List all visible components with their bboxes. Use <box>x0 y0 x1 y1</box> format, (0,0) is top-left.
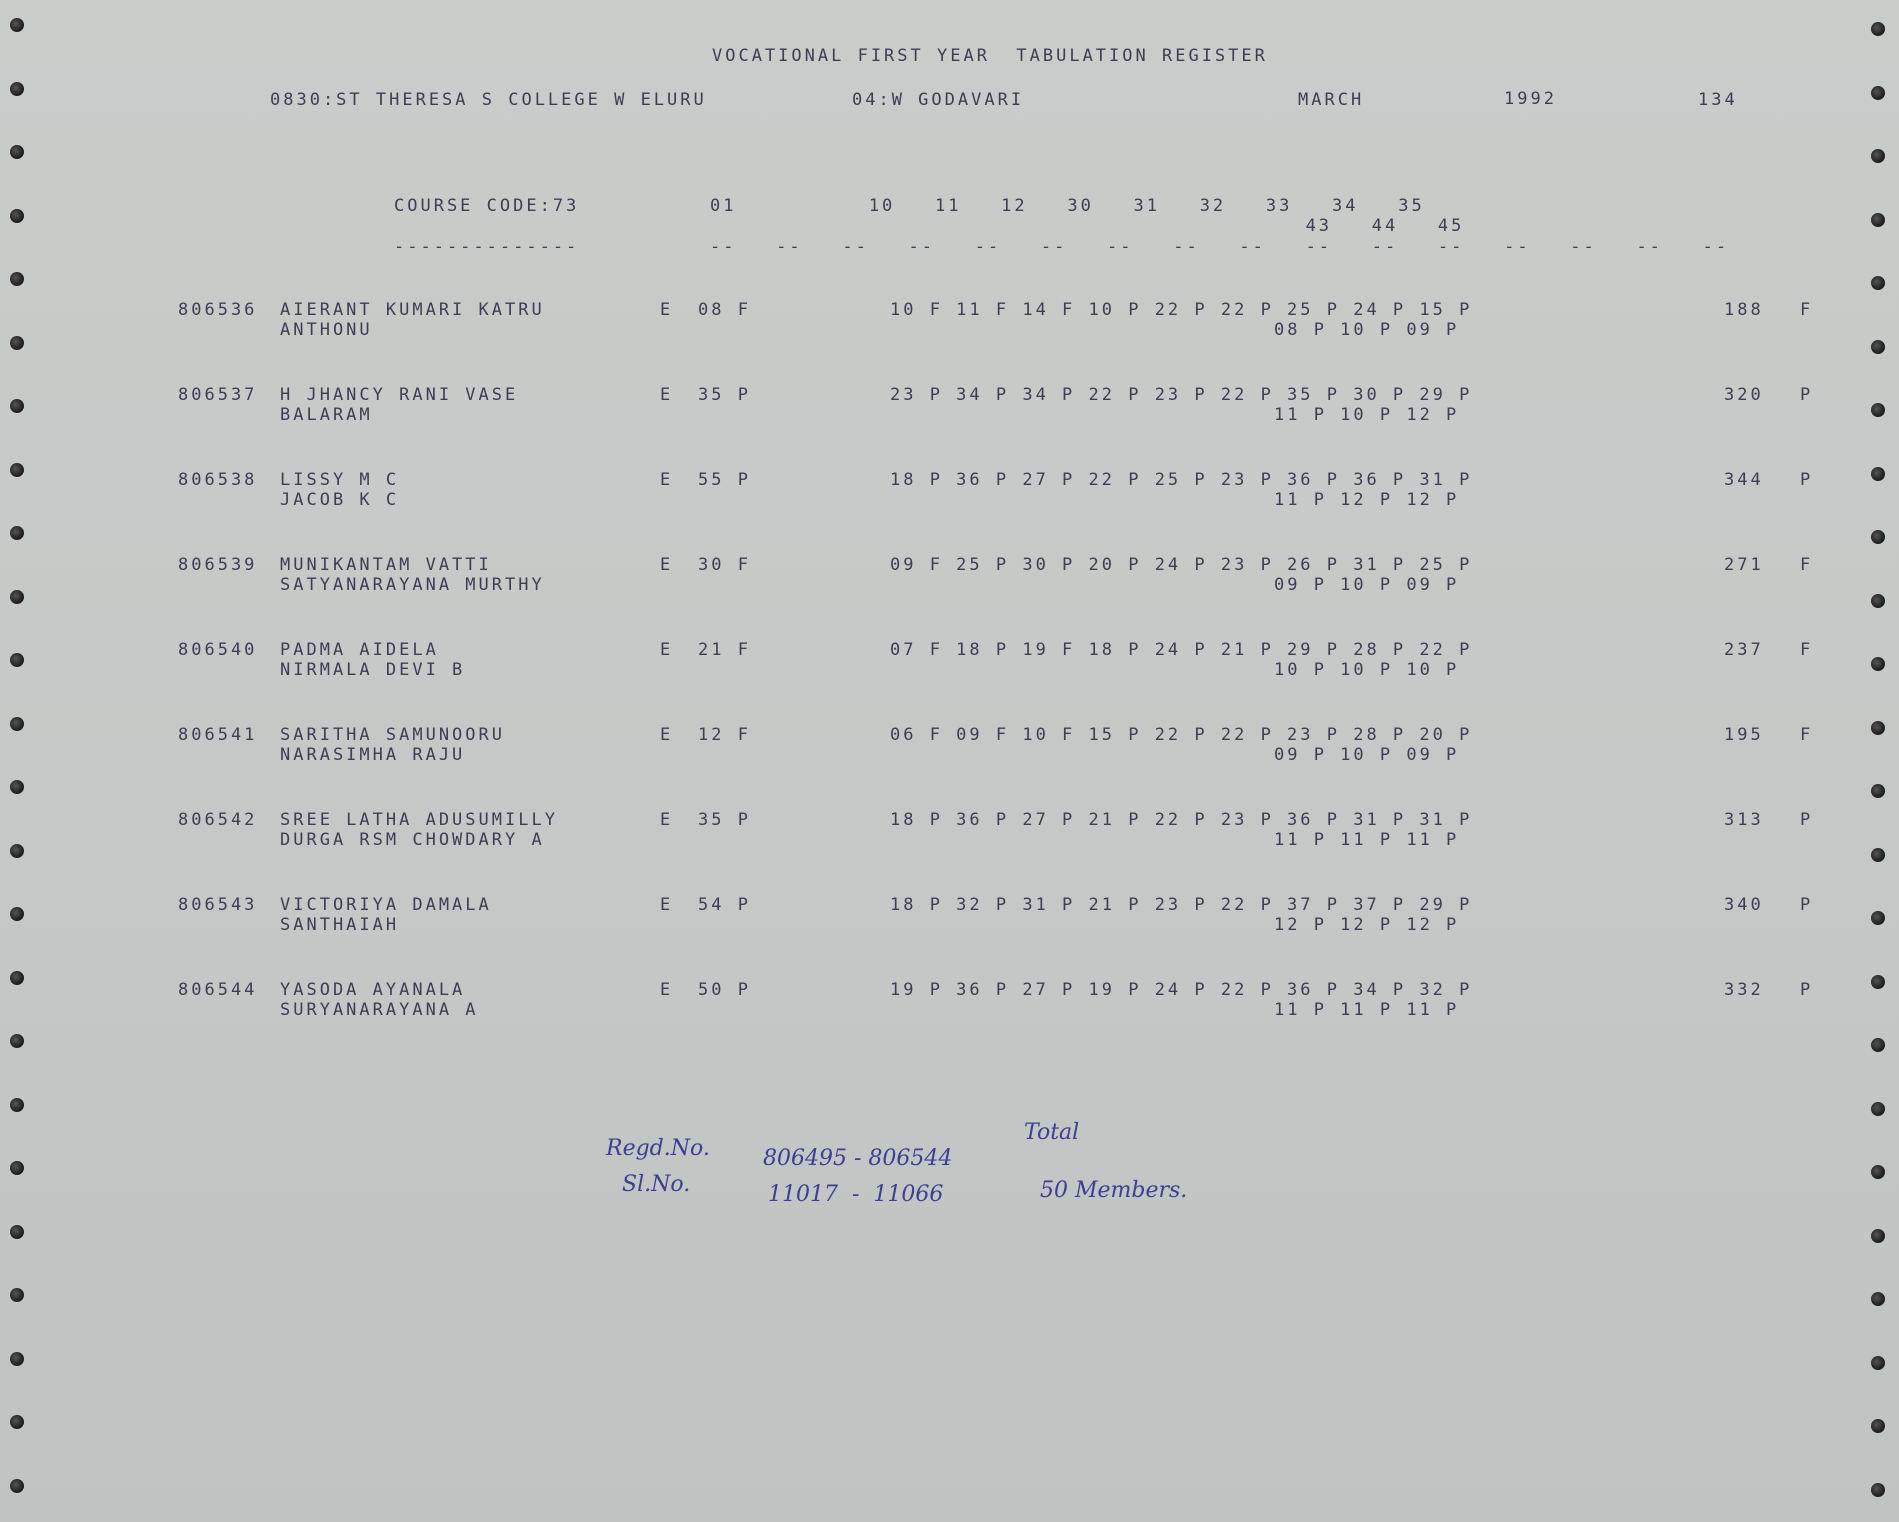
sprocket-hole <box>1871 1292 1885 1306</box>
column-dashes: -- -- -- -- -- -- -- -- -- -- -- -- -- -- -- -- <box>710 237 1730 257</box>
parent-name: SURYANARAYANA A <box>280 1000 479 1020</box>
part1-marks: 35 P <box>698 810 751 830</box>
medium-code: E <box>660 300 674 320</box>
parent-name: NARASIMHA RAJU <box>280 745 466 765</box>
part1-marks: 35 P <box>698 385 751 405</box>
sprocket-hole <box>1871 467 1885 481</box>
subject-marks-row1: 18 P 36 P 27 P 22 P 25 P 23 P 36 P 36 P 31 P <box>890 470 1473 490</box>
registration-number: 806543 <box>178 895 258 915</box>
sprocket-hole <box>1871 1038 1885 1052</box>
register-title: VOCATIONAL FIRST YEAR TABULATION REGISTER <box>712 46 1268 66</box>
sprocket-hole <box>10 1415 24 1429</box>
registration-number: 806541 <box>178 725 258 745</box>
result-status: F <box>1800 640 1814 660</box>
exam-month: MARCH <box>1298 90 1365 110</box>
sprocket-hole <box>1871 657 1885 671</box>
part1-marks: 21 F <box>698 640 751 660</box>
subject-marks-row2: 12 P 12 P 12 P <box>1274 915 1460 935</box>
sprocket-hole <box>1871 1356 1885 1370</box>
sprocket-hole <box>10 780 24 794</box>
subject-marks-row1: 07 F 18 P 19 F 18 P 24 P 21 P 29 P 28 P 22 P <box>890 640 1473 660</box>
sprocket-hole <box>10 463 24 477</box>
subject-marks-row1: 10 F 11 F 14 F 10 P 22 P 22 P 25 P 24 P 15 P <box>890 300 1473 320</box>
parent-name: DURGA RSM CHOWDARY A <box>280 830 545 850</box>
student-name: VICTORIYA DAMALA <box>280 895 492 915</box>
sprocket-hole <box>10 971 24 985</box>
subject-marks-row1: 18 P 36 P 27 P 21 P 22 P 23 P 36 P 31 P 31 P <box>890 810 1473 830</box>
sprocket-hole <box>1871 530 1885 544</box>
parent-name: SATYANARAYANA MURTHY <box>280 575 545 595</box>
sprocket-hole <box>1871 86 1885 100</box>
subject-marks-row2: 11 P 12 P 12 P <box>1274 490 1460 510</box>
registration-number: 806539 <box>178 555 258 575</box>
subject-marks-row1: 18 P 32 P 31 P 21 P 23 P 22 P 37 P 37 P 29 P <box>890 895 1473 915</box>
right-tractor-holes <box>1859 0 1899 1522</box>
student-name: AIERANT KUMARI KATRU <box>280 300 545 320</box>
sprocket-hole <box>10 1352 24 1366</box>
sprocket-hole <box>1871 403 1885 417</box>
sprocket-hole <box>1871 1229 1885 1243</box>
sprocket-hole <box>10 272 24 286</box>
student-name: PADMA AIDELA <box>280 640 439 660</box>
medium-code: E <box>660 810 674 830</box>
sprocket-hole <box>10 1225 24 1239</box>
sprocket-hole <box>1871 784 1885 798</box>
parent-name: NIRMALA DEVI B <box>280 660 466 680</box>
medium-code: E <box>660 555 674 575</box>
student-name: MUNIKANTAM VATTI <box>280 555 492 575</box>
sprocket-hole <box>1871 276 1885 290</box>
course-code: COURSE CODE:73 <box>394 196 580 216</box>
total-marks: 344 <box>1724 470 1764 490</box>
subject-marks-row2: 09 P 10 P 09 P <box>1274 745 1460 765</box>
sprocket-hole <box>10 844 24 858</box>
subject-marks-row1: 09 F 25 P 30 P 20 P 24 P 23 P 26 P 31 P 25 P <box>890 555 1473 575</box>
subject-marks-row1: 19 P 36 P 27 P 19 P 24 P 22 P 36 P 34 P 32 P <box>890 980 1473 1000</box>
sprocket-hole <box>10 653 24 667</box>
handwritten-sl-label: Sl.No. <box>622 1172 691 1197</box>
exam-year: 1992 <box>1504 89 1557 109</box>
student-name: LISSY M C <box>280 470 400 490</box>
sprocket-hole <box>1871 594 1885 608</box>
parent-name: ANTHONU <box>280 320 373 340</box>
sprocket-hole <box>10 1479 24 1493</box>
sprocket-hole <box>10 1161 24 1175</box>
sprocket-hole <box>10 1098 24 1112</box>
sprocket-hole <box>1871 1419 1885 1433</box>
medium-code: E <box>660 385 674 405</box>
subject-marks-row1: 06 F 09 F 10 F 15 P 22 P 22 P 23 P 28 P 20 P <box>890 725 1473 745</box>
result-status: F <box>1800 300 1814 320</box>
sprocket-hole <box>10 907 24 921</box>
subject-marks-row2: 11 P 11 P 11 P <box>1274 830 1460 850</box>
part1-marks: 55 P <box>698 470 751 490</box>
student-name: SREE LATHA ADUSUMILLY <box>280 810 558 830</box>
part1-marks: 08 F <box>698 300 751 320</box>
sprocket-hole <box>10 717 24 731</box>
subject-marks-row2: 09 P 10 P 09 P <box>1274 575 1460 595</box>
column-codes-row1: 01 10 11 12 30 31 32 33 34 35 <box>710 196 1425 216</box>
sprocket-hole <box>10 82 24 96</box>
sprocket-hole <box>1871 911 1885 925</box>
student-name: SARITHA SAMUNOORU <box>280 725 505 745</box>
result-status: P <box>1800 385 1814 405</box>
subject-marks-row2: 10 P 10 P 10 P <box>1274 660 1460 680</box>
medium-code: E <box>660 640 674 660</box>
medium-code: E <box>660 980 674 1000</box>
registration-number: 806542 <box>178 810 258 830</box>
handwritten-regd-range: 806495 - 806544 <box>763 1146 953 1171</box>
college-name: 0830:ST THERESA S COLLEGE W ELURU <box>270 90 707 110</box>
result-status: F <box>1800 725 1814 745</box>
result-status: F <box>1800 555 1814 575</box>
registration-number: 806536 <box>178 300 258 320</box>
sprocket-hole <box>1871 1165 1885 1179</box>
subject-marks-row2: 08 P 10 P 09 P <box>1274 320 1460 340</box>
sprocket-hole <box>10 209 24 223</box>
sprocket-hole <box>1871 975 1885 989</box>
sprocket-hole <box>10 1034 24 1048</box>
sprocket-hole <box>1871 721 1885 735</box>
part1-marks: 12 F <box>698 725 751 745</box>
sprocket-hole <box>1871 1102 1885 1116</box>
parent-name: SANTHAIAH <box>280 915 400 935</box>
course-underline: -------------- <box>394 237 580 257</box>
total-marks: 188 <box>1724 300 1764 320</box>
result-status: P <box>1800 895 1814 915</box>
total-marks: 195 <box>1724 725 1764 745</box>
total-marks: 271 <box>1724 555 1764 575</box>
subject-marks-row2: 11 P 10 P 12 P <box>1274 405 1460 425</box>
total-marks: 237 <box>1724 640 1764 660</box>
result-status: P <box>1800 980 1814 1000</box>
part1-marks: 54 P <box>698 895 751 915</box>
total-marks: 313 <box>1724 810 1764 830</box>
sprocket-hole <box>10 145 24 159</box>
left-tractor-holes <box>0 0 40 1522</box>
student-name: YASODA AYANALA <box>280 980 466 1000</box>
medium-code: E <box>660 895 674 915</box>
registration-number: 806540 <box>178 640 258 660</box>
registration-number: 806538 <box>178 470 258 490</box>
total-marks: 332 <box>1724 980 1764 1000</box>
medium-code: E <box>660 725 674 745</box>
handwritten-total-value: 50 Members. <box>1040 1178 1188 1203</box>
subject-marks-row2: 11 P 11 P 11 P <box>1274 1000 1460 1020</box>
total-marks: 340 <box>1724 895 1764 915</box>
result-status: P <box>1800 470 1814 490</box>
sprocket-hole <box>1871 1483 1885 1497</box>
sprocket-hole <box>10 18 24 32</box>
student-name: H JHANCY RANI VASE <box>280 385 519 405</box>
column-codes-row2: 43 44 45 <box>710 216 1465 236</box>
handwritten-total-label: Total <box>1024 1120 1080 1145</box>
sprocket-hole <box>1871 213 1885 227</box>
handwritten-sl-range: 11017 - 11066 <box>768 1182 944 1207</box>
part1-marks: 30 F <box>698 555 751 575</box>
handwritten-regd-label: Regd.No. <box>606 1136 710 1161</box>
result-status: P <box>1800 810 1814 830</box>
sprocket-hole <box>10 399 24 413</box>
parent-name: BALARAM <box>280 405 373 425</box>
part1-marks: 50 P <box>698 980 751 1000</box>
registration-number: 806544 <box>178 980 258 1000</box>
district-name: 04:W GODAVARI <box>852 90 1025 110</box>
page-number: 134 <box>1698 90 1738 110</box>
sprocket-hole <box>1871 340 1885 354</box>
sprocket-hole <box>10 1288 24 1302</box>
registration-number: 806537 <box>178 385 258 405</box>
total-marks: 320 <box>1724 385 1764 405</box>
sprocket-hole <box>10 526 24 540</box>
sprocket-hole <box>10 590 24 604</box>
sprocket-hole <box>1871 22 1885 36</box>
subject-marks-row1: 23 P 34 P 34 P 22 P 23 P 22 P 35 P 30 P 29 P <box>890 385 1473 405</box>
parent-name: JACOB K C <box>280 490 400 510</box>
medium-code: E <box>660 470 674 490</box>
sprocket-hole <box>1871 848 1885 862</box>
sprocket-hole <box>1871 149 1885 163</box>
sprocket-hole <box>10 336 24 350</box>
